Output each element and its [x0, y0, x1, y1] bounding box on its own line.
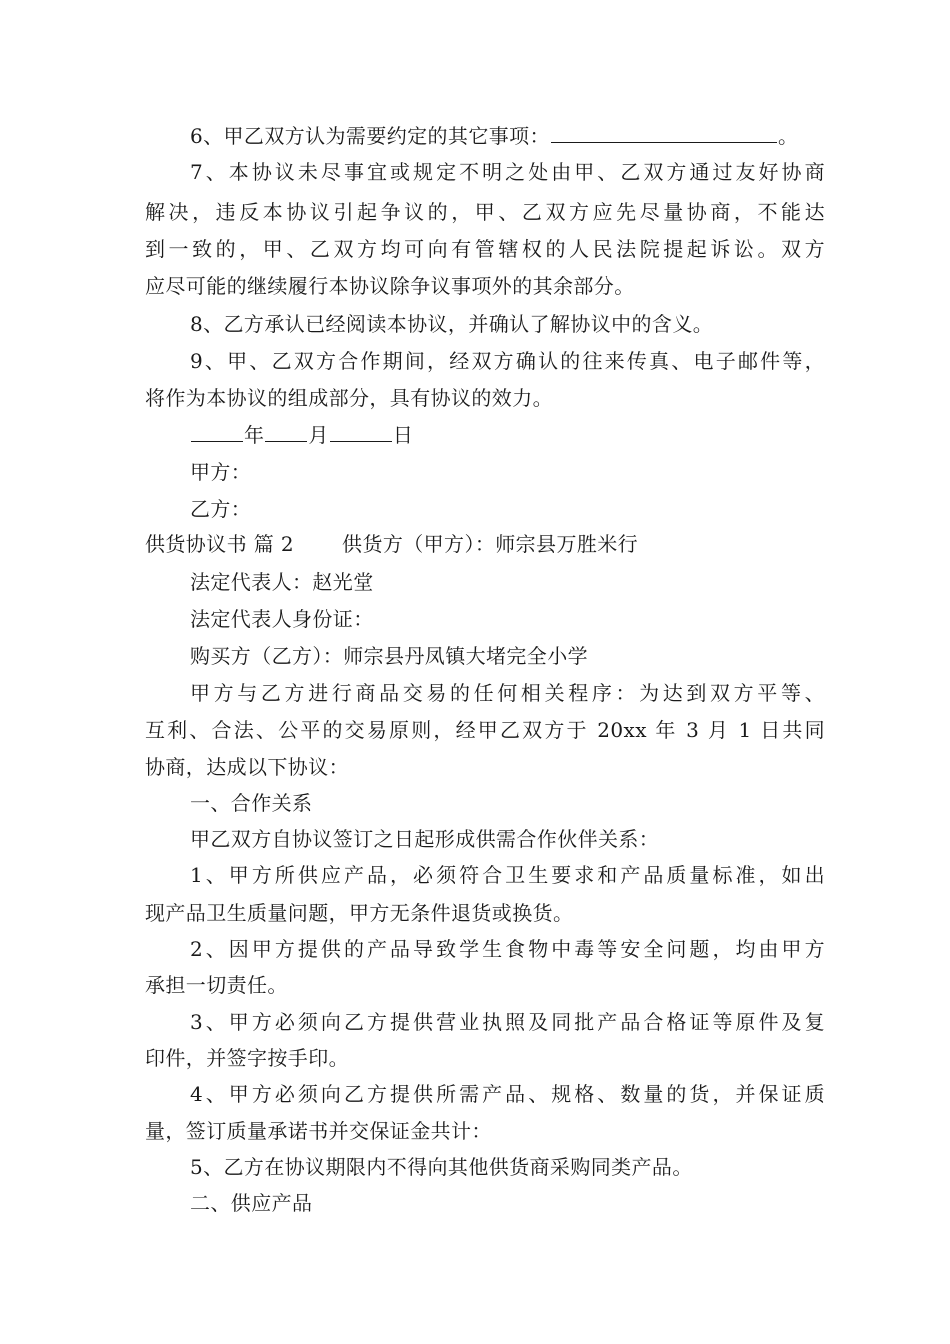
party-a-label: 甲方：	[190, 460, 252, 484]
clause-9-line-1: 9、甲、乙双方合作期间，经双方确认的往来传真、电子邮件等，	[190, 349, 825, 373]
legal-representative-id: 法定代表人身份证：	[190, 607, 374, 631]
clause-8-line: 8、乙方承认已经阅读本协议，并确认了解协议中的含义。	[190, 312, 714, 336]
date-day-label: 日	[392, 423, 414, 447]
blank-line-other-matters	[551, 122, 777, 143]
item-3-line-2: 印件，并签字按手印。	[145, 1046, 349, 1070]
clause-6-text: 6、甲乙双方认为需要约定的其它事项：	[190, 124, 550, 148]
intro-line-2: 互利、合法、公平的交易原则，经甲乙双方于 20xx 年 3 月 1 日共同	[145, 718, 825, 742]
intro-line-3: 协商，达成以下协议：	[145, 755, 349, 779]
blank-day	[330, 421, 392, 442]
heading-cooperation: 一、合作关系	[190, 791, 313, 815]
buyer-line: 购买方（乙方）：师宗县丹凤镇大堵完全小学	[190, 644, 588, 668]
item-2-line-2: 承担一切责任。	[145, 973, 288, 997]
supplier-line: 供货方（甲方）：师宗县万胜米行	[342, 532, 639, 556]
cooperation-intro: 甲乙双方自协议签订之日起形成供需合作伙伴关系：	[190, 827, 660, 851]
item-4-line-1: 4、甲方必须向乙方提供所需产品、规格、数量的货，并保证质	[190, 1082, 825, 1106]
section-title: 供货协议书 篇 2	[145, 532, 295, 556]
legal-representative: 法定代表人：赵光堂	[190, 570, 374, 594]
date-year-label: 年	[244, 423, 265, 447]
heading-supply-products: 二、供应产品	[190, 1191, 313, 1215]
clause-7-line-4: 应尽可能的继续履行本协议除争议事项外的其余部分。	[145, 274, 635, 298]
clause-6-period: 。	[777, 124, 799, 148]
intro-line-1: 甲方与乙方进行商品交易的任何相关程序：为达到双方平等、	[190, 681, 825, 705]
party-b-label: 乙方：	[190, 497, 252, 521]
item-1-line-1: 1、甲方所供应产品，必须符合卫生要求和产品质量标准，如出	[190, 863, 825, 887]
blank-year	[191, 421, 243, 442]
date-month-label: 月	[308, 423, 329, 447]
item-2-line-1: 2、因甲方提供的产品导致学生食物中毒等安全问题，均由甲方	[190, 937, 825, 961]
clause-7-line-1: 7、本协议未尽事宜或规定不明之处由甲、乙双方通过友好协商	[190, 160, 825, 184]
item-3-line-1: 3、甲方必须向乙方提供营业执照及同批产品合格证等原件及复	[190, 1010, 825, 1034]
date-line	[190, 421, 825, 449]
clause-9-line-2: 将作为本协议的组成部分，具有协议的效力。	[145, 386, 553, 410]
item-4-line-2: 量，签订质量承诺书并交保证金共计：	[145, 1119, 492, 1143]
section-heading-line	[145, 530, 825, 558]
blank-month	[265, 421, 307, 442]
clause-7-line-3: 到一致的，甲、乙双方均可向有管辖权的人民法院提起诉讼。双方	[145, 237, 825, 261]
item-5-line: 5、乙方在协议期限内不得向其他供货商采购同类产品。	[190, 1155, 693, 1179]
item-1-line-2: 现产品卫生质量问题，甲方无条件退货或换货。	[145, 901, 574, 925]
clause-6-line	[190, 122, 825, 150]
clause-7-line-2: 解决，违反本协议引起争议的，甲、乙双方应先尽量协商，不能达	[145, 200, 825, 224]
